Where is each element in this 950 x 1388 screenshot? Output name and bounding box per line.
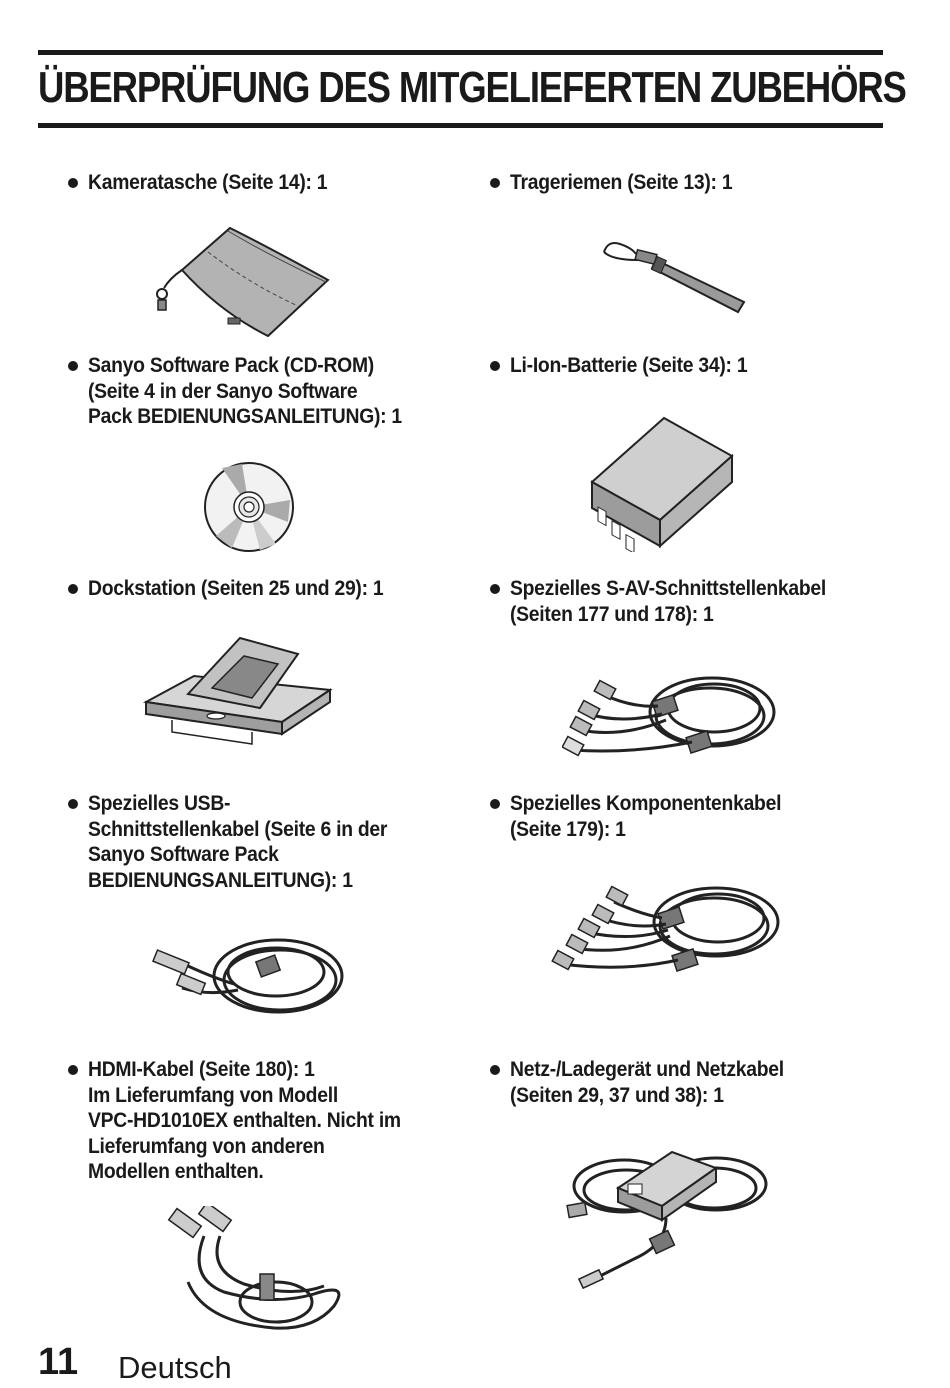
accessory-item-usb-cable [68,791,478,893]
battery-icon [578,412,738,552]
component-cable-icon [544,874,784,988]
accessory-item-dock-station [68,576,478,602]
page-title: ÜBERPRÜFUNG DES MITGELIEFERTEN ZUBEHÖRS [38,63,906,112]
strap-icon [598,236,750,316]
title-rule-bottom [38,123,883,128]
language-label: Deutsch [118,1350,232,1385]
s-av-cable-icon [562,660,778,778]
bullet-icon [490,1065,500,1075]
bullet-icon [68,799,78,809]
ac-adapter-icon [566,1126,772,1296]
accessory-description: Kameratasche (Seite 14): 1 [88,170,328,194]
page-number: 11 [38,1341,79,1383]
accessory-item-hdmi-cable [68,1057,478,1185]
bullet-icon [490,178,500,188]
bullet-icon [68,1065,78,1075]
accessory-description: Sanyo Software Pack (CD-ROM) (Seite 4 in der Sanyo Software Pack BEDIENUNGSANLEITUNG): 1 [88,353,402,428]
accessory-description: Dockstation (Seiten 25 und 29): 1 [88,576,384,600]
usb-cable-icon [148,926,352,1038]
accessory-item-strap [490,170,900,196]
accessory-item-cd-rom [68,353,478,430]
accessory-item-s-av-cable [490,576,900,627]
accessory-item-battery [490,353,900,379]
cd-rom-icon [202,460,296,554]
accessory-item-component-cable [490,791,900,842]
accessory-description: Li-Ion-Batterie (Seite 34): 1 [510,353,748,377]
accessory-item-ac-adapter [490,1057,900,1108]
hdmi-cable-icon [164,1206,350,1338]
bullet-icon [68,361,78,371]
bullet-icon [490,584,500,594]
accessory-item-camera-case [68,170,478,196]
camera-case-icon [150,222,335,340]
bullet-icon [68,178,78,188]
accessory-description: HDMI-Kabel (Seite 180): 1 Im Lieferumfang von Modell VPC-HD1010EX enthalten. Nicht im Lieferumfang von anderen Modellen enthalten. [88,1057,401,1183]
accessory-description: Netz-/Ladegerät und Netzkabel (Seiten 29, 37 und 38): 1 [510,1057,784,1107]
bullet-icon [490,799,500,809]
dock-station-icon [142,632,334,746]
accessory-description: Trageriemen (Seite 13): 1 [510,170,733,194]
accessory-description: Spezielles Komponentenkabel (Seite 179): 1 [510,791,782,841]
accessory-description: Spezielles USB- Schnittstellenkabel (Seite 6 in der Sanyo Software Pack BEDIENUNGSANLEITUNG): 1 [88,791,388,892]
accessory-description: Spezielles S-AV-Schnittstellenkabel (Seiten 177 und 178): 1 [510,576,827,626]
bullet-icon [68,584,78,594]
bullet-icon [490,361,500,371]
